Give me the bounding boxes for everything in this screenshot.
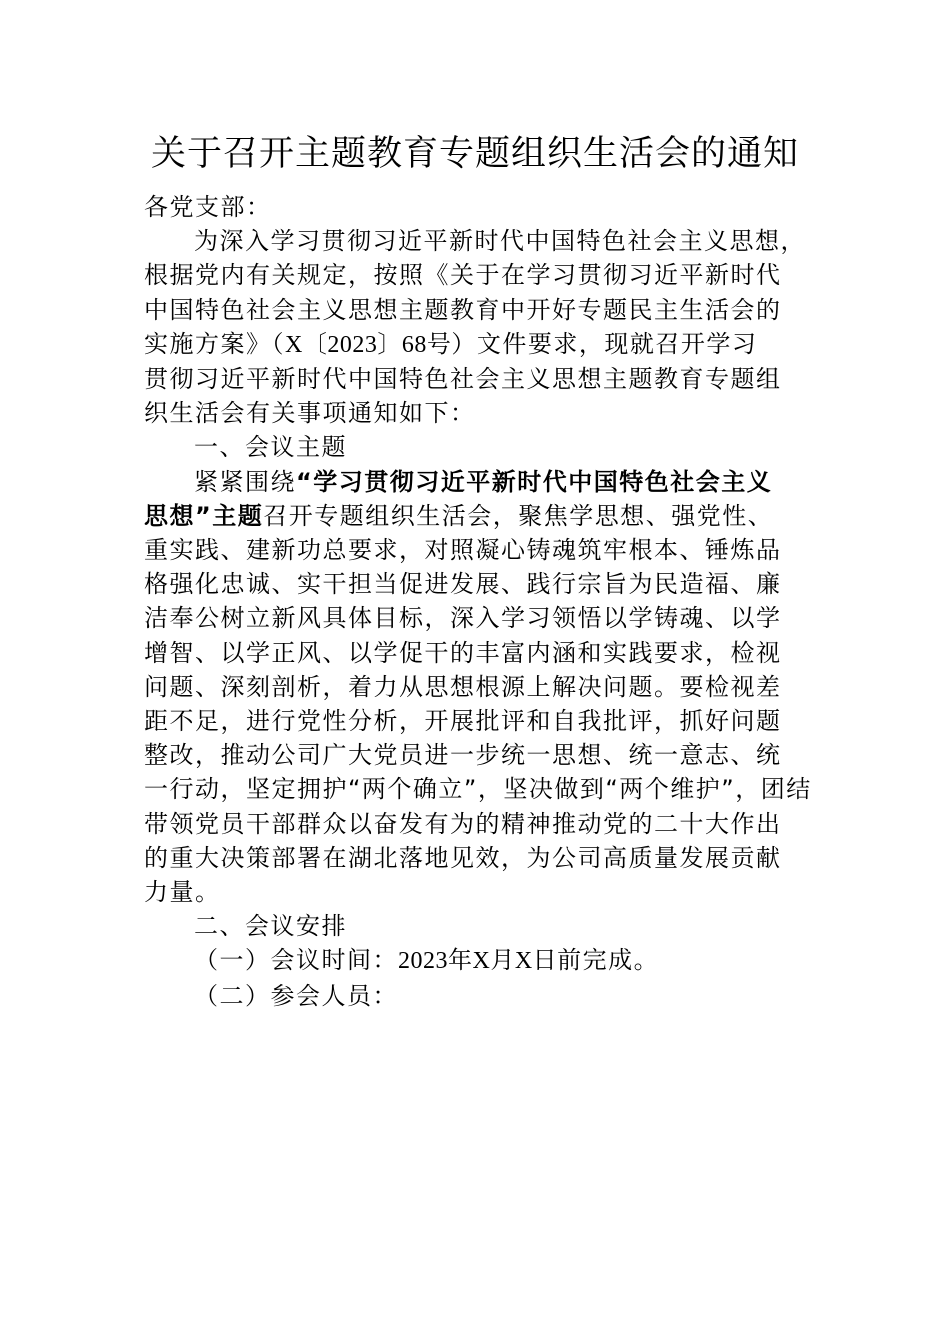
- section-line: 一行动，坚定拥护“两个确立”，坚决做到“两个维护”，团结: [144, 775, 812, 804]
- section-line: 的重大决策部署在湖北落地见效，为公司高质量发展贡献: [144, 843, 782, 872]
- intro-line: 为深入学习贯彻习近平新时代中国特色社会主义思想，: [194, 227, 806, 256]
- meeting-date: 2023年X月X日: [398, 948, 558, 975]
- section-line: 问题、深刻剖析，着力从思想根源上解决问题。要检视差: [144, 672, 782, 701]
- section-heading: 二、会议安排: [194, 912, 347, 941]
- arrangement-item: [144, 943, 809, 978]
- section-line: 力量。: [144, 878, 221, 907]
- intro-line: 织生活会有关事项通知如下：: [144, 399, 476, 428]
- item-text: 前完成。: [557, 946, 660, 975]
- section-line: [144, 465, 809, 499]
- section-text: 召开专题组织生活会，聚焦学思想、强党性、: [263, 501, 774, 530]
- intro-line: 中国特色社会主义思想主题教育中开好专题民主生活会的: [144, 295, 782, 324]
- intro-line: [144, 327, 809, 362]
- section-line: [144, 499, 809, 533]
- section-line: 增智、以学正风、以学促干的丰富内涵和实践要求，检视: [144, 638, 782, 667]
- section-line: 整改，推动公司广大党员进一步统一思想、统一意志、统: [144, 741, 782, 770]
- section-line: 带领党员干部群众以奋发有为的精神推动党的二十大作出: [144, 809, 782, 838]
- section-line: 洁奉公树立新风具体目标，深入学习领悟以学铸魂、以学: [144, 604, 782, 633]
- section-heading: 一、会议主题: [194, 433, 347, 462]
- arrangement-item: （二）参会人员：: [194, 981, 398, 1010]
- intro-line: 贯彻习近平新时代中国特色社会主义思想主题教育专题组: [144, 365, 782, 394]
- intro-text: 实施方案》（: [144, 329, 285, 358]
- section-line: 重实践、建新功总要求，对照凝心铸魂筑牢根本、锤炼品: [144, 536, 782, 565]
- intro-line: 根据党内有关规定，按照《关于在学习贯彻习近平新时代: [144, 261, 782, 290]
- document-title: 关于召开主题教育专题组织生活会的通知: [150, 134, 799, 174]
- section-text: 紧紧围绕: [194, 467, 296, 496]
- document-body: [144, 190, 812, 1013]
- section-theme-bold: 思想”主题: [144, 501, 264, 530]
- section-line: 距不足，进行党性分析，开展批评和自我批评，抓好问题: [144, 707, 782, 736]
- intro-text: ）文件要求，现就召开学习: [451, 329, 758, 358]
- section-theme-bold: “学习贯彻习近平新时代中国特色社会主义: [296, 467, 773, 496]
- section-line: 格强化忠诚、实干担当促进发展、践行宗旨为民造福、廉: [144, 570, 782, 599]
- document-number: X〔2023〕68号: [285, 331, 452, 358]
- salutation: 各党支部：: [144, 193, 272, 221]
- item-label: （一）会议时间：: [194, 946, 398, 975]
